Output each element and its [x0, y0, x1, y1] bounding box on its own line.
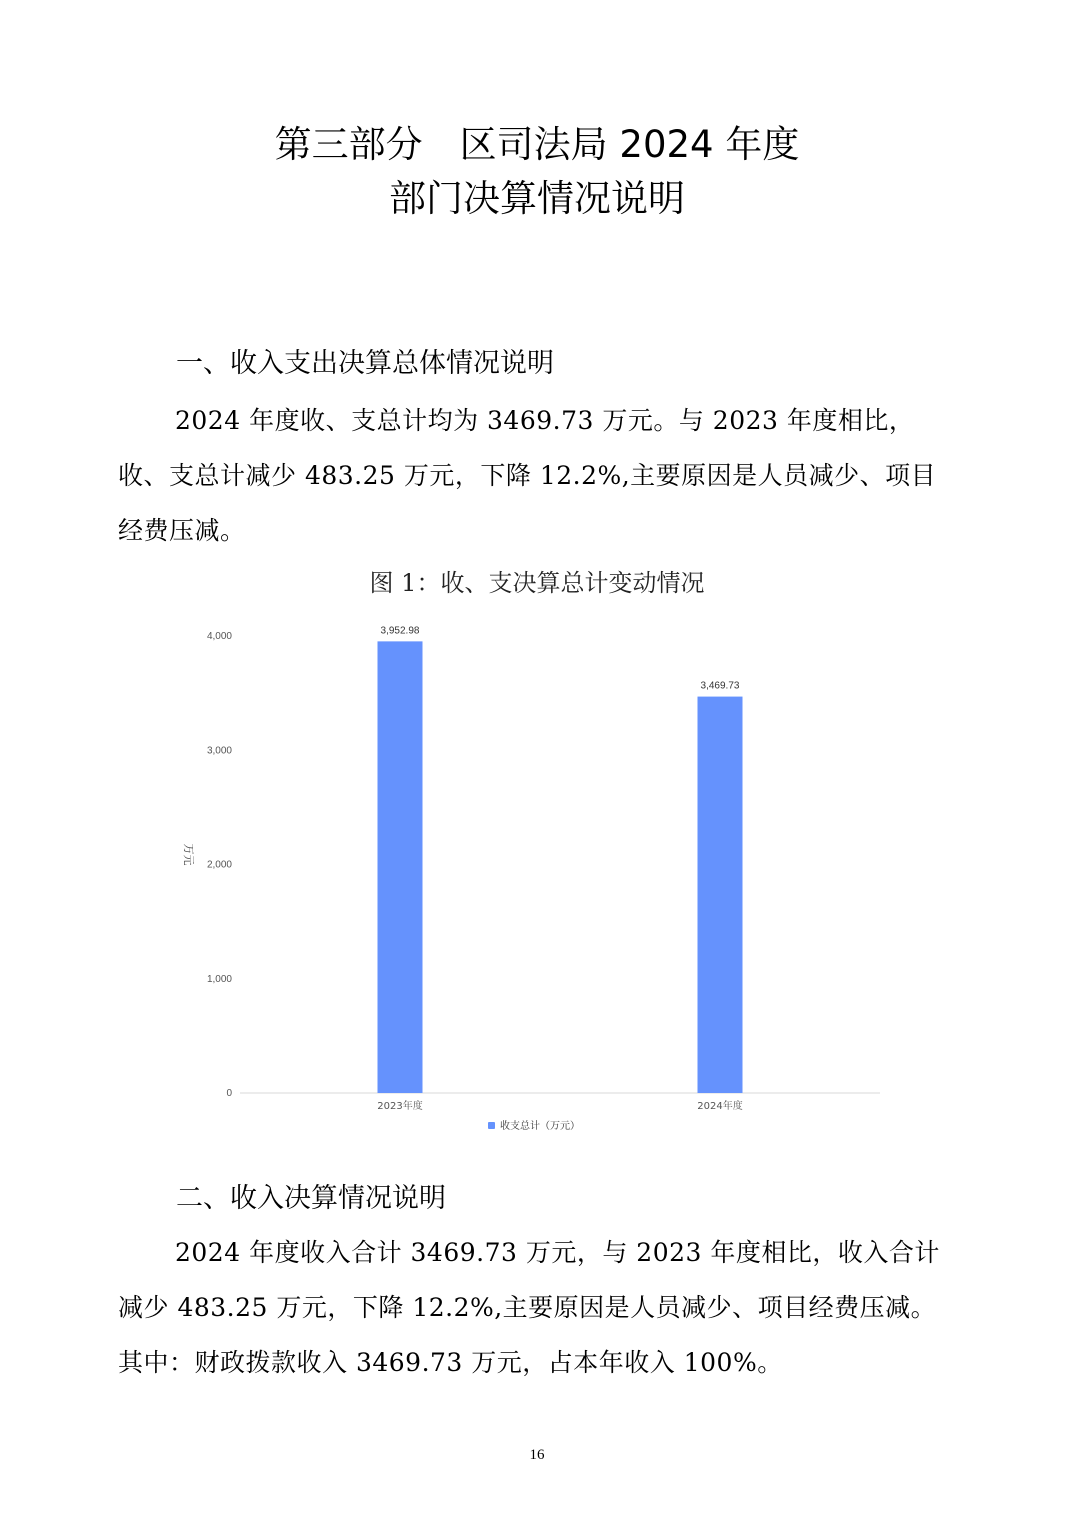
- figure-caption: 图 1：收、支决算总计变动情况: [369, 569, 705, 597]
- bar: [378, 641, 423, 1093]
- y-tick-label: 2,000: [206, 859, 232, 871]
- legend-swatch: [488, 1122, 495, 1129]
- section2-heading: 二、收入决算情况说明: [176, 1183, 446, 1214]
- bar: [698, 697, 743, 1093]
- y-axis-label: 万元: [182, 843, 195, 866]
- page-title-line2: 部门决算情况说明: [389, 177, 685, 220]
- data-label: 3,952.98: [380, 625, 420, 637]
- y-tick-label: 0: [226, 1088, 232, 1099]
- data-label: 3,469.73: [700, 680, 740, 692]
- section2-paragraph: 2024 年度收入合计 3469.73 万元，与 2023 年度相比，收入合计减少 483.25 万元，下降 12.2%,主要原因是人员减少、项目经费压减。其中：财政拨款收入 3469.73 万元，占本年收入 100%。: [118, 1238, 940, 1377]
- y-tick-label: 3,000: [206, 745, 232, 757]
- section1-paragraph: 2024 年度收、支总计均为 3469.73 万元。与 2023 年度相比，收、支总计减少 483.25 万元，下降 12.2%,主要原因是人员减少、项目经费压减。: [118, 406, 937, 545]
- x-tick-label: 2023年度: [377, 1101, 423, 1112]
- y-tick-label: 1,000: [206, 973, 232, 985]
- page-number: 16: [529, 1447, 545, 1463]
- page-title-line1: 第三部分 区司法局 2024 年度: [274, 123, 800, 166]
- section1-heading: 一、收入支出决算总体情况说明: [176, 348, 554, 379]
- y-tick-label: 4,000: [206, 631, 232, 642]
- bar-chart: [170, 618, 890, 1148]
- x-tick-label: 2024年度: [697, 1101, 743, 1112]
- legend-label: 收支总计（万元）: [500, 1121, 580, 1132]
